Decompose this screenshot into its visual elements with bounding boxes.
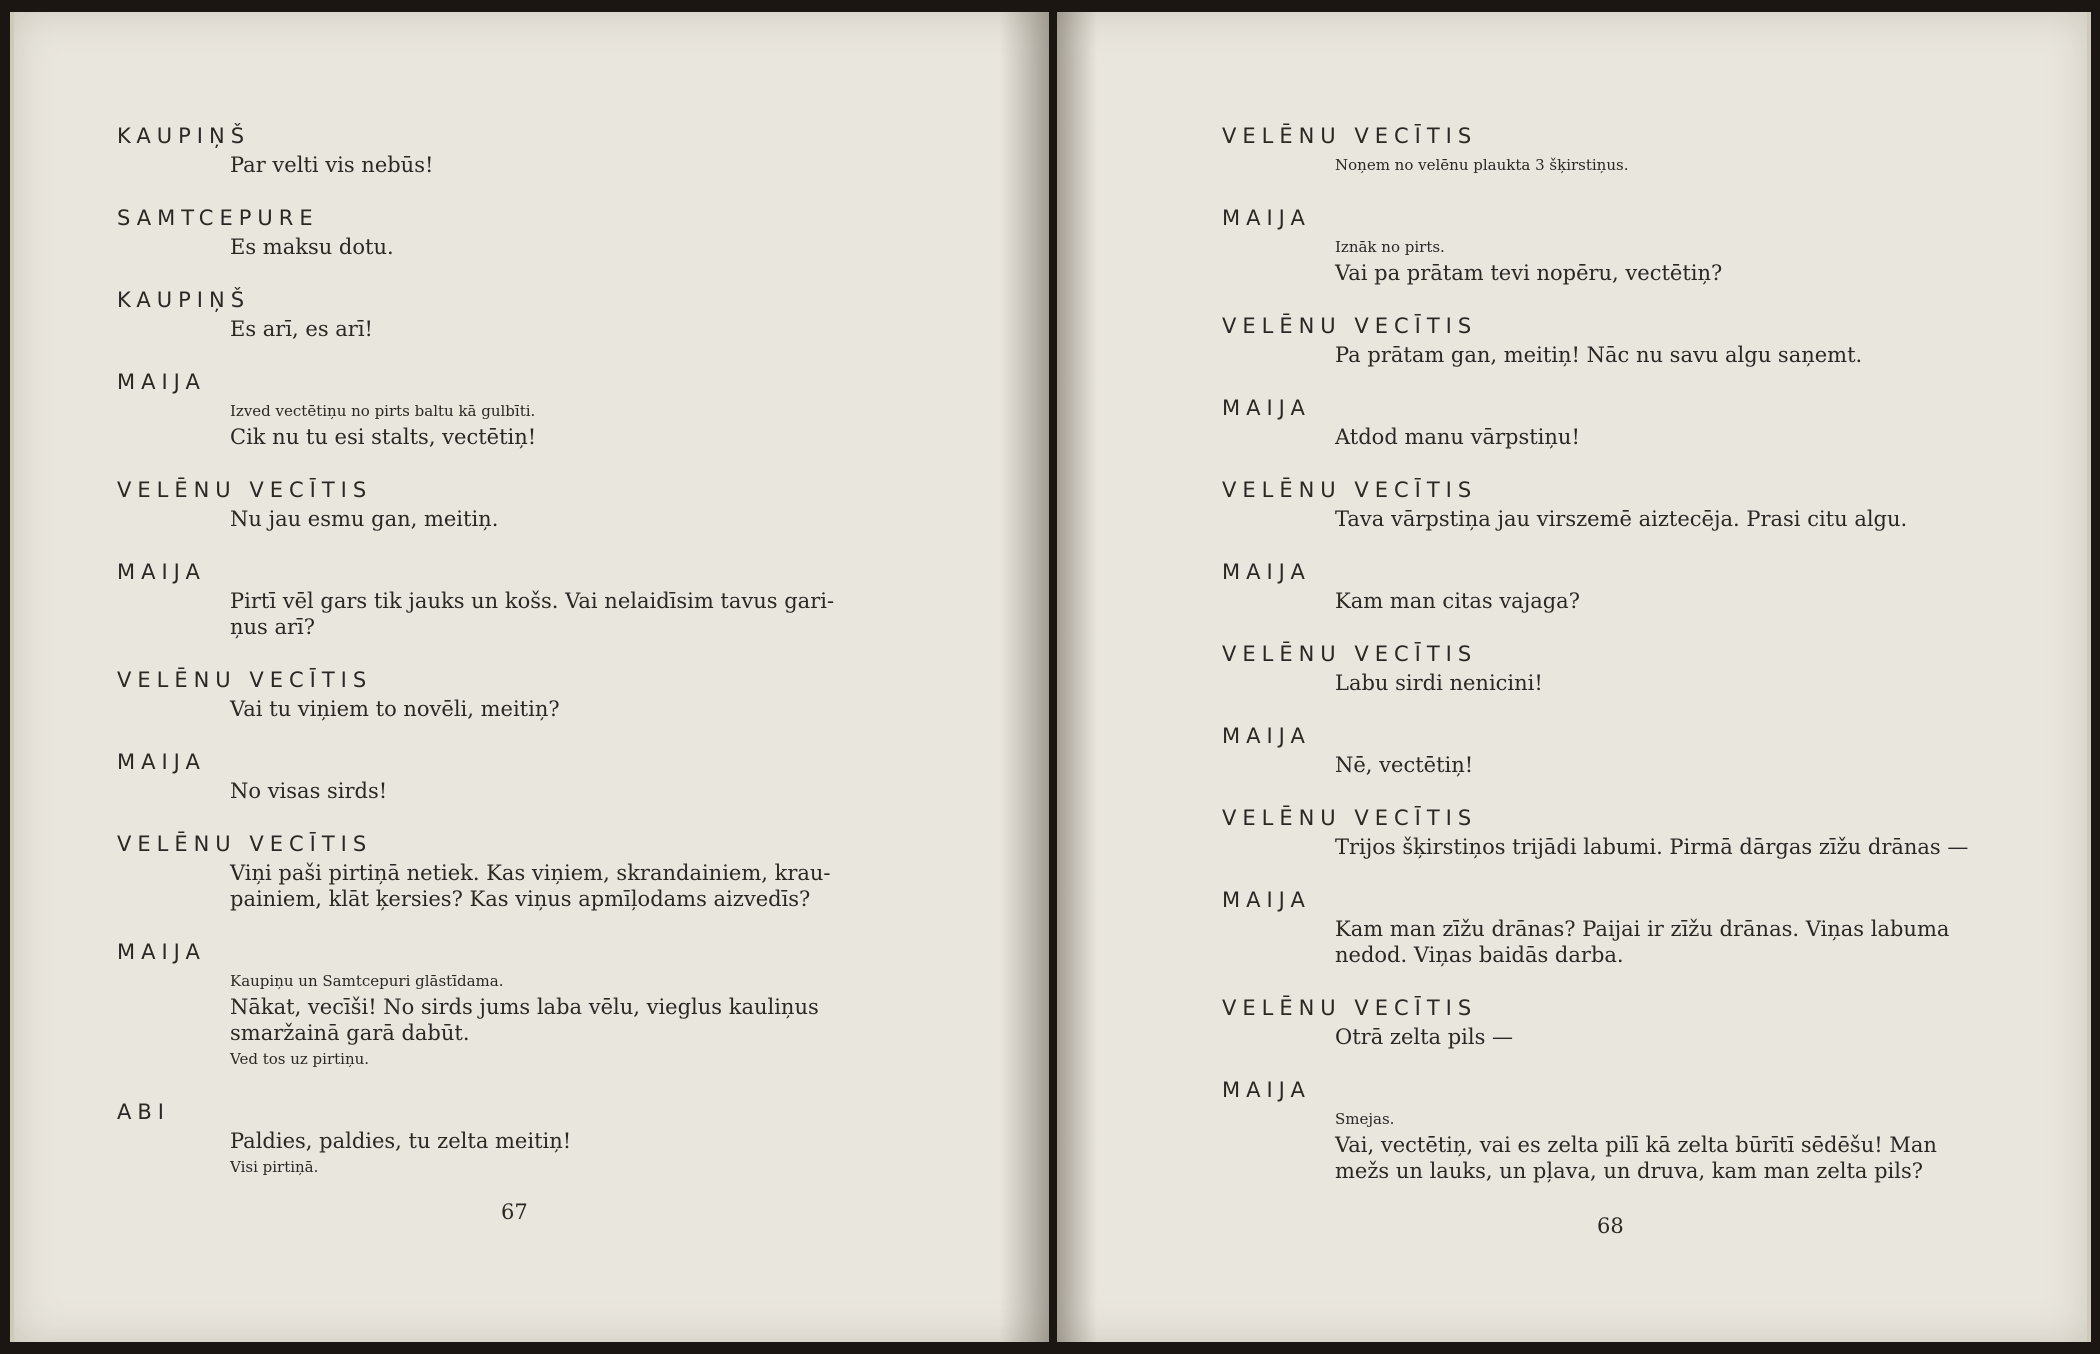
- speech-body: [1335, 152, 2012, 178]
- speech-body: [230, 316, 907, 342]
- speech-body: [1335, 588, 2012, 614]
- speech-body: [230, 968, 907, 1072]
- dialogue-entry: [1222, 884, 2012, 968]
- speech-line: Kam man citas vajaga?: [1335, 589, 1580, 613]
- speech-body: [230, 588, 907, 640]
- speech-line: Pa prātam gan, meitiņ! Nāc nu savu algu saņemt.: [1335, 343, 1863, 367]
- speech-line: Vai, vectētiņ, vai es zelta pilī kā zelta būrītī sēdēšu! Man: [1335, 1133, 1937, 1157]
- speaker-name: MAIJA: [1222, 1078, 1311, 1102]
- dialogue-entry: [117, 1096, 907, 1180]
- dialogue-entry: [1222, 556, 2012, 614]
- dialogue-entry: [117, 746, 907, 804]
- dialogue-entry: [117, 366, 907, 450]
- speech-line: ņus arī?: [230, 615, 316, 639]
- spine-shadow: [1057, 12, 1097, 1342]
- dialogue-entry: [117, 828, 907, 912]
- speech-line: No visas sirds!: [230, 779, 388, 803]
- speech-body: [230, 506, 907, 532]
- dialogue-entry: [1222, 992, 2012, 1050]
- speech-line: Es arī, es arī!: [230, 317, 374, 341]
- speaker-name: VELĒNU VECĪTIS: [1222, 996, 1478, 1020]
- speaker-name: ABI: [117, 1100, 170, 1124]
- speaker-name: MAIJA: [117, 370, 206, 394]
- speaker-name: VELĒNU VECĪTIS: [117, 668, 373, 692]
- speech-line: Vai tu viņiem to novēli, meitiņ?: [230, 697, 560, 721]
- speaker-name: VELĒNU VECĪTIS: [1222, 806, 1478, 830]
- speaker-name: VELĒNU VECĪTIS: [1222, 642, 1478, 666]
- stage-direction: Smejas.: [1335, 1110, 1395, 1128]
- speaker-name: VELĒNU VECĪTIS: [117, 478, 373, 502]
- stage-direction: Ved tos uz pirtiņu.: [230, 1050, 370, 1068]
- speaker-name: MAIJA: [117, 560, 206, 584]
- speaker-name: VELĒNU VECĪTIS: [1222, 314, 1478, 338]
- speech-body: [230, 696, 907, 722]
- right-page: [1057, 12, 2091, 1342]
- speaker-name: MAIJA: [117, 940, 206, 964]
- speech-body: [1335, 1024, 2012, 1050]
- speech-line: Trijos šķirstiņos trijādi labumi. Pirmā dārgas zīžu drānas —: [1335, 835, 1969, 859]
- speech-body: [1335, 234, 2012, 286]
- stage-direction: Noņem no velēnu plaukta 3 šķirstiņus.: [1335, 156, 1629, 174]
- speech-line: Atdod manu vārpstiņu!: [1335, 425, 1580, 449]
- page-number: 68: [1597, 1214, 1624, 1238]
- speech-line: Otrā zelta pils —: [1335, 1025, 1514, 1049]
- speaker-name: SAMTCEPURE: [117, 206, 319, 230]
- speech-line: Labu sirdi nenicini!: [1335, 671, 1543, 695]
- dialogue-entry: [117, 664, 907, 722]
- dialogue-entry: [1222, 720, 2012, 778]
- dialogue-entry: [1222, 120, 2012, 178]
- page-number: 67: [501, 1200, 528, 1224]
- stage-direction: Izved vectētiņu no pirts baltu kā gulbīti.: [230, 402, 536, 420]
- dialogue-entry: [1222, 310, 2012, 368]
- speech-line: painiem, klāt ķersies? Kas viņus apmīļodams aizvedīs?: [230, 887, 811, 911]
- speaker-name: MAIJA: [1222, 396, 1311, 420]
- speech-body: [1335, 424, 2012, 450]
- spine-shadow: [999, 12, 1049, 1342]
- speech-line: Es maksu dotu.: [230, 235, 394, 259]
- dialogue-entry: [1222, 202, 2012, 286]
- dialogue-entry: [1222, 802, 2012, 860]
- stage-direction: Iznāk no pirts.: [1335, 238, 1445, 256]
- speech-body: [1335, 916, 2012, 968]
- dialogue-entry: [117, 120, 907, 178]
- dialogue-entry: [1222, 474, 2012, 532]
- dialogue-entry: [117, 202, 907, 260]
- speech-line: Vai pa prātam tevi nopēru, vectētiņ?: [1335, 261, 1723, 285]
- speaker-name: VELĒNU VECĪTIS: [1222, 124, 1478, 148]
- dialogue-entry: [1222, 638, 2012, 696]
- dialogue-entry: [117, 936, 907, 1072]
- left-page-text: [117, 120, 907, 1204]
- speech-line: Nākat, vecīši! No sirds jums laba vēlu, vieglus kauliņus: [230, 995, 819, 1019]
- speaker-name: VELĒNU VECĪTIS: [117, 832, 373, 856]
- speech-body: [1335, 342, 2012, 368]
- speech-line: Pirtī vēl gars tik jauks un košs. Vai nelaidīsim tavus gari-: [230, 589, 835, 613]
- speech-line: Nu jau esmu gan, meitiņ.: [230, 507, 499, 531]
- speech-body: [1335, 834, 2012, 860]
- speech-body: [230, 234, 907, 260]
- speech-body: [230, 1128, 907, 1180]
- speaker-name: MAIJA: [1222, 560, 1311, 584]
- speaker-name: MAIJA: [1222, 888, 1311, 912]
- speaker-name: MAIJA: [1222, 206, 1311, 230]
- left-page: [10, 12, 1049, 1342]
- right-page-text: [1222, 120, 2012, 1208]
- speaker-name: VELĒNU VECĪTIS: [1222, 478, 1478, 502]
- speech-body: [1335, 1106, 2012, 1184]
- speech-line: Par velti vis nebūs!: [230, 153, 434, 177]
- speech-line: smaržainā garā dabūt.: [230, 1021, 470, 1045]
- speech-line: mežs un lauks, un pļava, un druva, kam man zelta pils?: [1335, 1159, 1924, 1183]
- speaker-name: KAUPIŅŠ: [117, 124, 251, 148]
- speech-body: [230, 152, 907, 178]
- dialogue-entry: [1222, 392, 2012, 450]
- speech-line: Kam man zīžu drānas? Paijai ir zīžu drānas. Viņas labuma: [1335, 917, 1950, 941]
- speech-line: Viņi paši pirtiņā netiek. Kas viņiem, skrandainiem, krau-: [230, 861, 831, 885]
- speech-body: [1335, 506, 2012, 532]
- dialogue-entry: [117, 474, 907, 532]
- stage-direction: Visi pirtiņā.: [230, 1158, 319, 1176]
- speech-line: Cik nu tu esi stalts, vectētiņ!: [230, 425, 537, 449]
- speech-body: [1335, 752, 2012, 778]
- speech-line: nedod. Viņas baidās darba.: [1335, 943, 1624, 967]
- speaker-name: MAIJA: [117, 750, 206, 774]
- speech-line: Tava vārpstiņa jau virszemē aiztecēja. Prasi citu algu.: [1335, 507, 1908, 531]
- speech-body: [230, 778, 907, 804]
- dialogue-entry: [117, 556, 907, 640]
- speech-body: [230, 860, 907, 912]
- speech-body: [1335, 670, 2012, 696]
- speaker-name: KAUPIŅŠ: [117, 288, 251, 312]
- stage-direction: Kaupiņu un Samtcepuri glāstīdama.: [230, 972, 504, 990]
- dialogue-entry: [117, 284, 907, 342]
- speaker-name: MAIJA: [1222, 724, 1311, 748]
- speech-line: Paldies, paldies, tu zelta meitiņ!: [230, 1129, 572, 1153]
- dialogue-entry: [1222, 1074, 2012, 1184]
- speech-body: [230, 398, 907, 450]
- speech-line: Nē, vectētiņ!: [1335, 753, 1474, 777]
